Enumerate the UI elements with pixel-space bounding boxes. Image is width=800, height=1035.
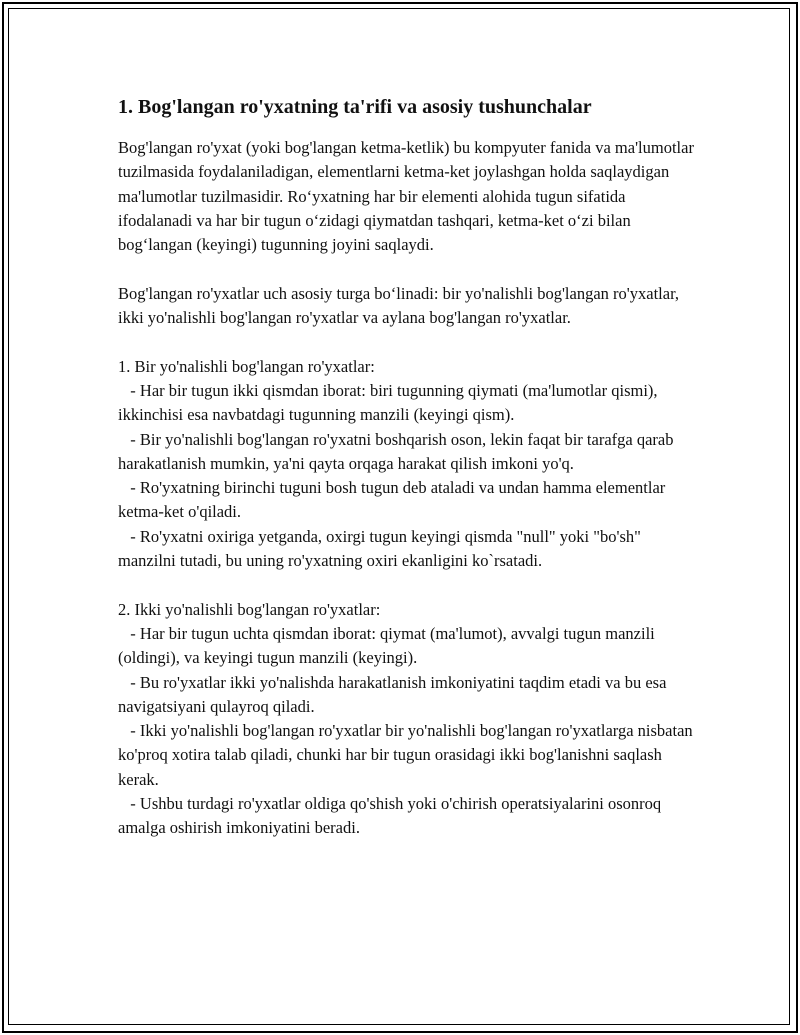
section-heading: 1. Bog'langan ro'yxatning ta'rifi va asosiy tushunchalar	[118, 96, 592, 118]
section-2-block	[118, 598, 698, 841]
paragraph-spacer	[118, 330, 698, 354]
section-2-item: - Ushbu turdagi ro'yxatlar oldiga qo'shish yoki o'chirish operatsiyalarini osonroq amalga oshirish imkoniyatini beradi.	[118, 794, 662, 838]
paragraph-spacer	[118, 257, 698, 281]
section-1-item: - Bir yo'nalishli bog'langan ro'yxatni boshqarish oson, lekin faqat bir tarafga qarab harakatlanish mumkin, ya'ni qayta orqaga harakat qilish imkoni yo'q.	[118, 429, 674, 473]
types-paragraph: Bog'langan ro'yxatlar uch asosiy turga bo‘linadi: bir yo'nalishli bog'langan ro'yxatlar, ikki yo'nalishli bog'langan ro'yxatlar va aylana bog'langan ro'yxatlar.	[118, 283, 680, 328]
section-1-block	[118, 355, 698, 574]
intro-paragraph: Bog'langan ro'yxat (yoki bog'langan ketma-ketlik) bu kompyuter fanida va ma'lumotlar tuzilmasida foydalaniladigan, elementlarni ketma-ket joylashgan holda saqlaydigan ma'lumotlar tuzilmasidir. Ro‘yxatning har bir elementi alohida tugun sifatida ifodalanadi va har bir tugun o‘zidagi qiymatdan tashqari, ketma-ket o‘zi bilan bog‘langan (keyingi) tugunning joyini saqlaydi.	[118, 138, 694, 255]
section-1-item: - Har bir tugun ikki qismdan iborat: biri tugunning qiymati (ma'lumotlar qismi), ikkinchisi esa navbatdagi tugunning manzili (keyingi qism).	[118, 380, 658, 425]
section-1-item: - Ro'yxatning birinchi tuguni bosh tugun deb ataladi va undan hamma elementlar ketma-ket o'qiladi.	[118, 478, 666, 522]
section-2-title: 2. Ikki yo'nalishli bog'langan ro'yxatlar:	[118, 599, 381, 619]
section-2-item: - Har bir tugun uchta qismdan iborat: qiymat (ma'lumot), avvalgi tugun manzili (oldingi), va keyingi tugun manzili (keyingi).	[118, 623, 655, 668]
section-1-title: 1. Bir yo'nalishli bog'langan ro'yxatlar:	[118, 356, 375, 376]
section-1-item: - Ro'yxatni oxiriga yetganda, oxirgi tugun keyingi qismda "null" yoki "bo'sh" manzilni tutadi, bu uning ro'yxatning oxiri ekanligini ko`rsatadi.	[118, 526, 641, 571]
section-2-item: - Ikki yo'nalishli bog'langan ro'yxatlar bir yo'nalishli bog'langan ro'yxatlarga nisbatan ko'proq xotira talab qiladi, chunki har bir tugun orasidagi ikki bog'lanishni saqlash kerak.	[118, 721, 693, 789]
section-2-item: - Bu ro'yxatlar ikki yo'nalishda harakatlanish imkoniyatini taqdim etadi va bu esa navigatsiyani qulayroq qiladi.	[118, 672, 667, 716]
paragraph-spacer	[118, 573, 698, 597]
document-body	[118, 92, 698, 841]
